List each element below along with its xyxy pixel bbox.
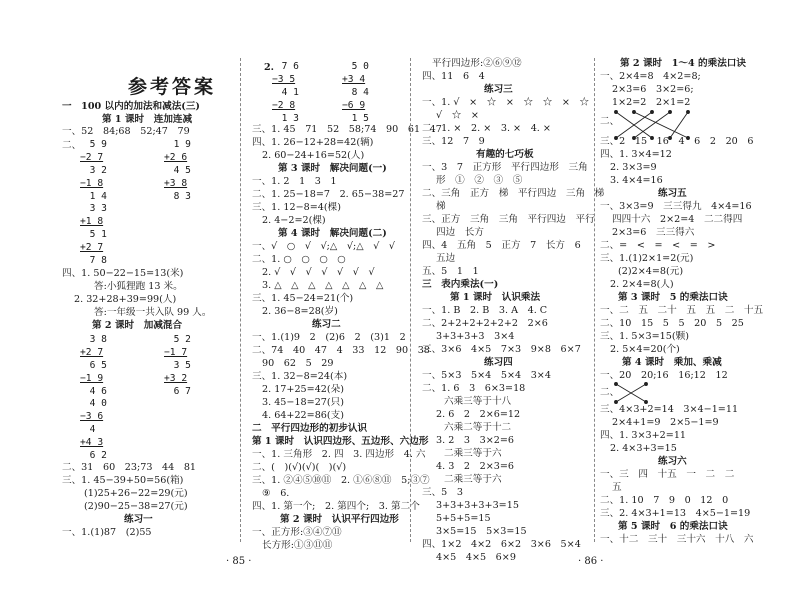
answer-line: 二、31 60 23;73 44 81 [62, 462, 197, 473]
answer-line: 平行四边形:②⑥⑨⑫ [432, 58, 522, 69]
answer-line: 4. 3 2 2×3=6 [436, 461, 514, 472]
answer-line: 四四十六 2×2=4 二二得四 [612, 214, 743, 225]
page-number-left: · 85 · [226, 556, 252, 567]
answer-line: 3×5=15 5×3=15 [436, 526, 527, 537]
answer-line: 一、十二 三十 三十六 十八 六 [600, 534, 754, 545]
answer-line: 2×4+1=9 2×5−1=9 [612, 417, 719, 428]
answer-line: 一、正方形:③④⑦⑪ [252, 527, 342, 538]
answer-line: 一、1. 三角形 2. 四 3. 四边形 4. 六 [252, 449, 426, 460]
answer-line: 形 ① ② ③ ⑤ [436, 175, 523, 186]
answer-line: 三、1. 45 71 52 58;74 90 61 47 [252, 124, 442, 135]
answer-line: 四、1. 3×4=12 [600, 149, 672, 160]
answer-line: 二、74 40 47 4 33 12 90 38 [252, 345, 430, 356]
answer-line: 二、 [62, 140, 82, 151]
answer-line: 一、1.(1)87 (2)55 [62, 527, 152, 538]
answer-line: 二、= < = < = > [600, 240, 716, 251]
answer-line: 一、5×3 5×4 5×4 3×4 [422, 370, 551, 381]
lesson-heading: 第 5 课时 6 的乘法口诀 [618, 521, 728, 532]
answer-line: 四、11 6 4 [422, 71, 485, 82]
answer-line: 三、12 7 9 [422, 136, 485, 147]
page-number-right: · 86 · [578, 556, 604, 567]
exercise-heading: 练习三 [484, 84, 513, 95]
vertical-arithmetic: 1 9 +2 6 4 5 +3 8 8 3 [164, 139, 191, 202]
answer-line: 四、1×2 4×2 6×2 3×6 5×4 [422, 539, 581, 550]
exercise-heading: 练习二 [312, 319, 341, 330]
answer-line: 二、1. 10 7 9 0 12 0 [600, 495, 729, 506]
answer-line: 2. 17+25=42(朵) [262, 384, 344, 395]
answer-line: 二、三角 正方 梯 平行四边 三角 梯 [422, 188, 605, 199]
answer-line: 2. 32+28+39=99(人) [74, 294, 177, 305]
answer-line: 3. △ △ △ △ △ △ △ [262, 280, 384, 291]
answer-line: 一、2×4=8 4×2=8; [600, 71, 701, 82]
answer-line: 一、二 五 二十 五 五 二 十五 [600, 305, 764, 316]
answer-line: 二、( )(√)(√)( )(√) [252, 462, 347, 473]
answer-line: 2. [264, 62, 275, 73]
exercise-heading: 练习六 [658, 456, 687, 467]
answer-line: 5+5+5=15 [436, 513, 491, 524]
lesson-heading: 第 4 课时 解决问题(二) [278, 228, 387, 239]
answer-line: 三、1. 45−24=21(个) [252, 293, 354, 304]
lesson-heading: 第 1 课时 认识乘法 [450, 292, 541, 303]
answer-line: 四、4 五角 5 正方 7 长方 6 [422, 240, 581, 251]
answer-line: 三、1. 5×3=15(颗) [600, 331, 689, 342]
answer-line: 梯 [436, 201, 446, 212]
answer-line: (2)90−25−38=27(元) [84, 501, 188, 512]
column-divider [410, 58, 411, 542]
answer-line: 三、1. ②④⑤⑩⑪ 2. ①⑥⑧⑪ 5;③⑦ [252, 475, 430, 486]
answer-line: ⑨ 6. [262, 488, 290, 499]
answer-line: 三、1. 12−8=4(棵) [252, 202, 341, 213]
answer-line: 三、1.(1)2×1=2(元) [600, 253, 694, 264]
answer-line: 五 [612, 482, 622, 493]
answer-line: 二、2+2+2+2+2+2 2×6 [422, 318, 548, 329]
answer-line: 3+3+3+3+3=15 [436, 500, 519, 511]
answer-line: 三、5 3 [422, 487, 463, 498]
answer-line: 五边 [436, 253, 456, 264]
vertical-arithmetic: 5 9 −2 7 3 2 −1 8 1 4 [80, 139, 107, 202]
answer-line: 2. 2×4=8(人) [610, 279, 674, 290]
matching-lines [612, 380, 652, 406]
answer-line: 二、1. 6 3 6×3=18 [422, 383, 526, 394]
section-heading: 二 平行四边形的初步认识 [252, 423, 368, 434]
answer-line: 2. 6 2 2×6=12 [436, 409, 521, 420]
answer-line: 三、1. 32−8=24(本) [252, 371, 348, 382]
answer-line: 三、2 15 16 4 6 2 20 6 [600, 136, 754, 147]
answer-line: 2×3=6 三三得六 [612, 227, 695, 238]
answer-line: 四边 长方 [436, 227, 484, 238]
answer-line: 四、1. 第一个; 2. 第四个; 3. 第二个 [252, 501, 420, 512]
lesson-heading: 第 3 课时 5 的乘法口诀 [618, 292, 728, 303]
answer-line: 一、52 84;68 52;47 79 [62, 126, 190, 137]
vertical-arithmetic: 5 0 +3 4 8 4 −6 9 1 5 [342, 61, 369, 124]
answer-line: 2. 5×4=20(个) [610, 344, 680, 355]
answer-line: 一、3×3=9 三三得九 4×4=16 [600, 201, 752, 212]
answer-line: 一、1. B 2. B 3. A 4. C [422, 305, 548, 316]
answer-line: 一、1. 2 1 3 1 [252, 176, 337, 187]
vertical-arithmetic: 3 8 +2 7 6 5 −1 9 4 6 [80, 334, 107, 397]
lesson-heading: 第 3 课时 解决问题(一) [278, 163, 387, 174]
answer-line: 六乘二等于十二 [444, 422, 512, 433]
answer-line: 4. 64+22=86(支) [262, 410, 344, 421]
answer-line: 一、3 7 正方形 平行四边形 三角 [422, 162, 588, 173]
exercise-heading: 练习一 [124, 514, 153, 525]
column-divider [594, 58, 595, 542]
lesson-heading: 第 4 课时 乘加、乘减 [622, 357, 722, 368]
section-heading: 一 100 以内的加法和减法(三) [62, 101, 200, 112]
answer-line: 二、 [600, 116, 620, 127]
answer-line: 二乘三等于六 [444, 474, 502, 485]
answer-line: 3. 2 3 3×2=6 [436, 435, 514, 446]
column-divider [240, 58, 241, 542]
answer-line: 三、3×6 4×5 7×3 9×8 6×7 [422, 344, 581, 355]
answer-line: 一、20 20;16 16;12 12 [600, 370, 728, 381]
answer-line: 2. 4×3+3=15 [610, 443, 677, 454]
answer-line: 二、 [600, 387, 620, 398]
answer-line: 二乘三等于六 [444, 448, 502, 459]
answer-line: 2. 36−8=28(岁) [262, 306, 338, 317]
answer-line: (1)25+26−22=29(元) [84, 488, 188, 499]
answer-line: 一、三 四 十五 一 二 二 [600, 469, 735, 480]
lesson-heading: 第 1 课时 认识四边形、五边形、六边形 [252, 436, 429, 447]
answer-line: 四、1. 26−12+28=42(辆) [252, 137, 374, 148]
answer-line: 一、1.(1)9 2 (2)6 2 (3)1 2 [252, 332, 406, 343]
answer-line: 二、1. ○ ○ ○ ○ [252, 254, 346, 265]
exercise-heading: 练习五 [658, 188, 687, 199]
answer-line: 四、1. 50−22−15=13(米) [62, 268, 184, 279]
answer-line: 2×3=6 3×2=6; [612, 84, 694, 95]
answer-line: 二、1. × 2. × 3. × 4. × [422, 123, 551, 134]
vertical-arithmetic: 7 6 −3 5 4 1 −2 8 1 3 [272, 61, 299, 124]
answer-line: 一、1. √ × ☆ × ☆ ☆ × ☆ [422, 97, 590, 108]
answer-line: 4×5 4×5 6×9 [436, 552, 516, 563]
answer-line: 3. 45−18=27(只) [262, 397, 344, 408]
lesson-heading: 第 1 课时 连加连减 [102, 114, 193, 125]
answer-line: 三、1. 45−39+50=56(箱) [62, 475, 184, 486]
vertical-arithmetic: 5 2 −1 7 3 5 +3 2 6 7 [164, 334, 191, 397]
answer-line: 1×2=2 2×1=2 [612, 97, 691, 108]
answer-line: 六乘三等于十八 [444, 396, 512, 407]
answer-line: 四、1. 3×3+2=11 [600, 430, 687, 441]
vertical-arithmetic: 4 0 −3 6 4 +4 3 6 2 [80, 398, 107, 461]
answer-line: 二、10 15 5 5 20 5 25 [600, 318, 744, 329]
exercise-heading: 练习四 [484, 357, 513, 368]
answer-line: 一、√ ○ √ √;△ √;△ √ √ [252, 241, 396, 252]
answer-line: 2. 4−2=2(棵) [262, 215, 326, 226]
answer-line: 2. 60−24+16=52(人) [262, 150, 365, 161]
answer-line: 三、2. 4×3+1=13 4×5−1=19 [600, 508, 751, 519]
answer-line: 2. 3×3=9 [610, 162, 657, 173]
answer-line: 三、正方 三角 三角 平行四边 平行 [422, 214, 595, 225]
page-title: 参考答案 [128, 76, 217, 98]
answer-line: √ ☆ × [436, 110, 479, 121]
answer-line: 二、1. 25−18=7 2. 65−38=27 [252, 189, 405, 200]
answer-line: (2)2×4=8(元) [618, 266, 684, 277]
answer-line: 2. √ √ √ √ √ √ √ [262, 267, 375, 278]
answer-line: 3. 4×4=16 [610, 175, 663, 186]
lesson-heading: 第 2 课时 认识平行四边形 [280, 514, 399, 525]
vertical-arithmetic: 3 3 +1 8 5 1 +2 7 7 8 [80, 203, 107, 266]
section-heading: 三 表内乘法(一) [422, 279, 499, 290]
answer-line: 答:一年级一共入队 99 人。 [94, 307, 212, 318]
answer-line: 3+3+3+3 3×4 [436, 331, 515, 342]
answer-line: 90 62 5 29 [262, 358, 334, 369]
answer-line: 长方形:①③⑪⑪ [262, 540, 333, 551]
answer-line: 三、4×3+2=14 3×4−1=11 [600, 404, 739, 415]
lesson-heading: 第 2 课时 1～4 的乘法口诀 [620, 58, 746, 69]
lesson-heading: 有趣的七巧板 [476, 149, 534, 160]
answer-line: 答:小狐狸跑 13 米。 [94, 281, 183, 292]
answer-line: 五、5 1 1 [422, 266, 479, 277]
lesson-heading: 第 2 课时 加减混合 [92, 320, 183, 331]
